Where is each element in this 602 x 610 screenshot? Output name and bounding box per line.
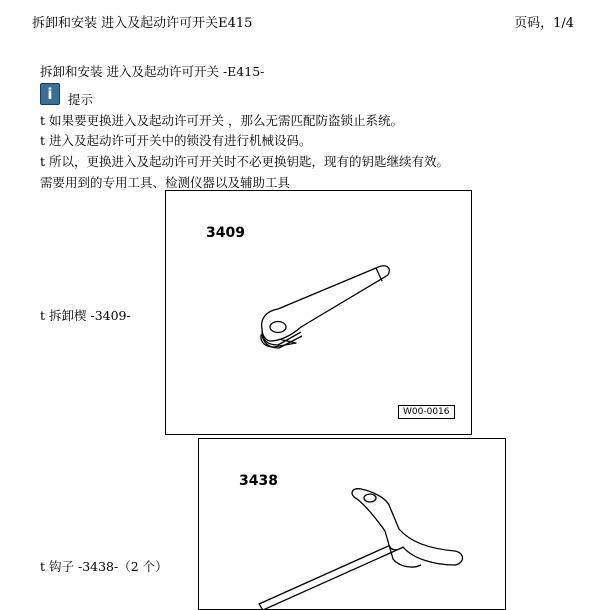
hook-tool-drawing (199, 439, 505, 609)
header-title: 拆卸和安装 进入及起动许可开关E415 (32, 16, 253, 31)
figure-number: 3438 (239, 473, 278, 489)
tool-label-3409: t 拆卸楔 -3409- (40, 308, 131, 323)
figure-number: 3409 (206, 225, 245, 241)
bullet-2: t 进入及起动许可开关中的锁没有进行机械设码。 (40, 133, 312, 148)
hint-label: 提示 (68, 92, 94, 107)
figure-code: W00-0016 (398, 405, 455, 419)
bullet-3: t 所以，更换进入及起动许可开关时不必更换钥匙，现有的钥匙继续有效。 (40, 154, 449, 169)
section-title: 拆卸和安装 进入及起动许可开关 -E415- (40, 64, 265, 79)
wedge-tool-drawing (166, 191, 471, 434)
info-icon: i (40, 83, 60, 105)
tools-heading: 需要用到的专用工具、检测仪器以及辅助工具 (40, 175, 291, 190)
figure-3409 (165, 190, 472, 435)
bullet-1: t 如果要更换进入及起动许可开关 ，那么无需匹配防盗锁止系统。 (40, 113, 403, 128)
page-number: 页码，1/4 (514, 16, 574, 31)
tool-label-3438: t 钩子 -3438-（2 个） (40, 559, 168, 574)
figure-3438 (198, 438, 506, 610)
